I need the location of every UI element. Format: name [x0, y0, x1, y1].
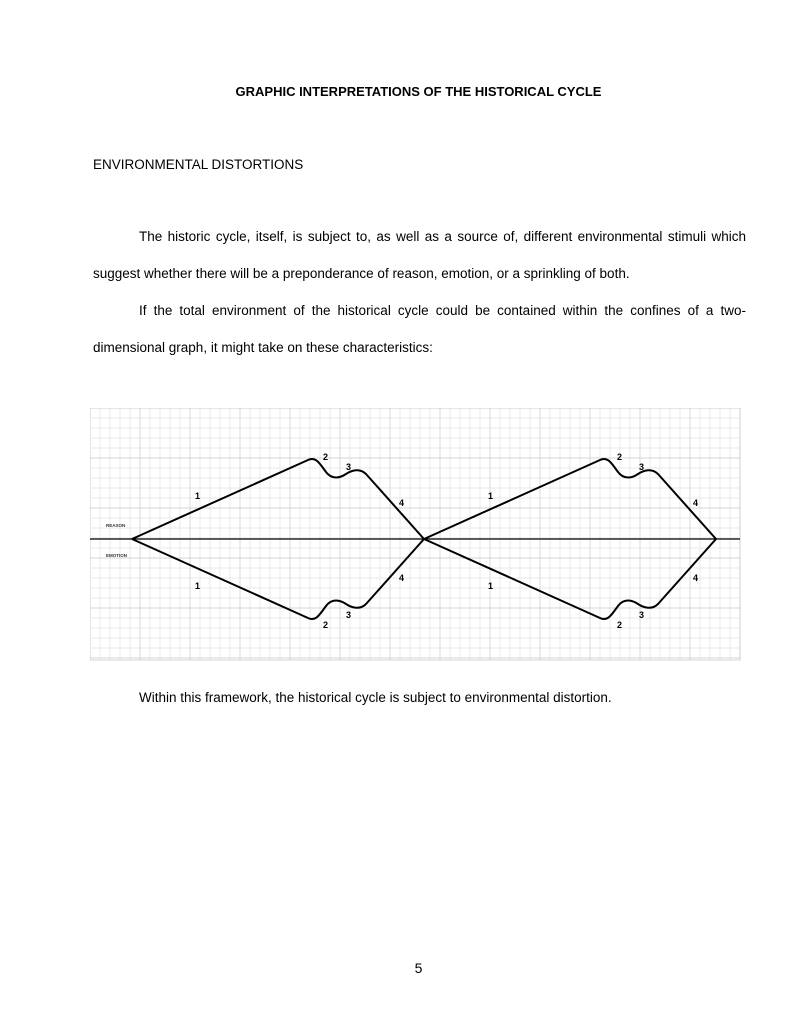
cycle-2-lower-label-4: 4: [693, 573, 699, 583]
cycle-2-upper-label-4: 4: [693, 498, 699, 508]
cycle-2-upper-label-1: 1: [488, 491, 494, 501]
paragraph-2-text: If the total environment of the historical cycle could be contained within the confines of a two-dimensional graph, it might take on these characteristics:: [93, 303, 746, 355]
paragraph-1: [93, 218, 746, 292]
cycle-1-lower-label-4: 4: [399, 573, 405, 583]
axis-label-reason: REASON: [106, 523, 126, 528]
graph-grid: [90, 408, 740, 660]
section-heading: ENVIRONMENTAL DISTORTIONS: [93, 157, 304, 172]
cycle-1-upper-label-3: 3: [346, 462, 352, 472]
paragraph-1-text: The historic cycle, itself, is subject to, as well as a source of, different environmental stimuli which suggest whether there will be a preponderance of reason, emotion, or a sprinkling of both.: [93, 229, 746, 281]
axis-label-emotion: EMOTION: [106, 553, 127, 558]
cycle-2-upper-label-2: 2: [617, 452, 623, 462]
cycle-2-lower-label-1: 1: [488, 581, 494, 591]
cycle-1-lower-label-2: 2: [323, 620, 329, 630]
cycle-1-lower-label-1: 1: [195, 581, 201, 591]
page-number: 5: [414, 960, 423, 976]
cycle-1-lower-label-3: 3: [346, 610, 352, 620]
cycle-2-lower-label-3: 3: [639, 610, 645, 620]
historical-cycle-graph: [90, 408, 742, 662]
cycle-2-lower-label-2: 2: [617, 620, 623, 630]
cycle-1-upper-label-4: 4: [399, 498, 405, 508]
page-title: GRAPHIC INTERPRETATIONS OF THE HISTORICAL CYCLE: [235, 84, 602, 99]
grid-border: [90, 408, 740, 660]
cycle-2-upper-label-3: 3: [639, 462, 645, 472]
cycle-1-upper-label-2: 2: [323, 452, 329, 462]
figure-caption: Within this framework, the historical cycle is subject to environmental distortion.: [139, 690, 612, 705]
cycle-1-upper-label-1: 1: [195, 491, 201, 501]
paragraph-2: [93, 292, 746, 366]
